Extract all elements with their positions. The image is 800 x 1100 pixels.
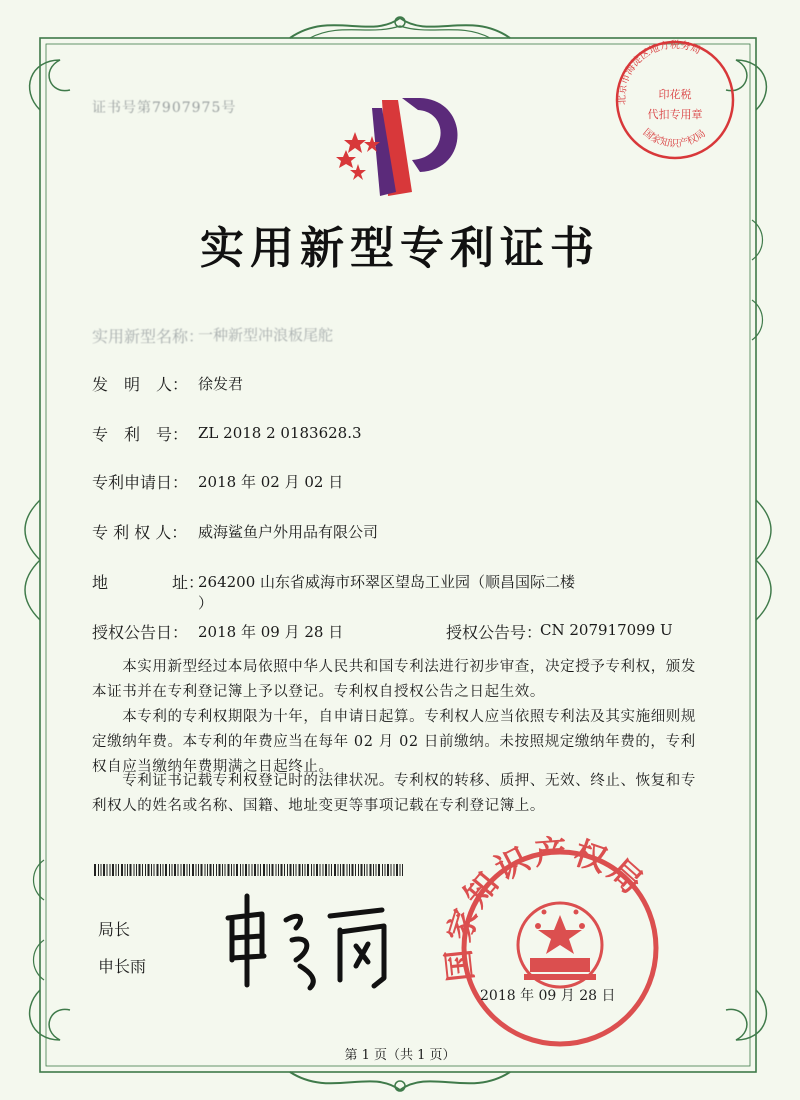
address-label-a: 地 bbox=[92, 573, 109, 592]
barcode-bar bbox=[347, 864, 348, 876]
barcode-bar bbox=[394, 864, 395, 876]
barcode-bar bbox=[358, 864, 359, 876]
barcode-bar bbox=[402, 864, 403, 876]
utility-model-name-value: 一种新型冲浪板尾舵 bbox=[198, 326, 334, 344]
address-value-line-2: ） bbox=[198, 594, 214, 612]
statement-paragraph-2: 本专利的专利权期限为十年，自申请日起算。专利权人应当依照专利法及其实施细则规定缴纳年费。本专利的年费应当在每年 02 月 02 日前缴纳。未按照规定缴纳年费的，专利权自应当缴纳年费期满之日起终止。 bbox=[92, 709, 696, 775]
barcode-bar bbox=[121, 864, 123, 876]
statement-paragraph-3: 专利证书记载专利权登记时的法律状况。专利权的转移、质押、无效、终止、恢复和专利权人的姓名或名称、国籍、地址变更等事项记载在专利登记簿上。 bbox=[92, 773, 696, 814]
barcode-bar bbox=[160, 864, 161, 876]
svg-text:国家知识产权局 bbox=[641, 126, 708, 150]
barcode-bar bbox=[290, 864, 292, 876]
utility-model-name-label: 实用新型名称： bbox=[92, 327, 205, 346]
page-footer: 第 1 页（共 1 页） bbox=[344, 1048, 456, 1063]
barcode-bar bbox=[249, 864, 250, 876]
barcode-bar bbox=[400, 864, 401, 876]
barcode-bar bbox=[349, 864, 350, 876]
barcode-bar bbox=[110, 864, 111, 876]
barcode-bar bbox=[189, 864, 190, 876]
barcode-bar bbox=[305, 864, 306, 876]
barcode-bar bbox=[329, 864, 330, 876]
barcode-bar bbox=[207, 864, 208, 876]
tax-stamp bbox=[615, 38, 733, 158]
barcode-bar bbox=[142, 864, 143, 876]
page-title: 实用新型专利证书 bbox=[200, 223, 600, 274]
barcode-bar bbox=[192, 864, 194, 876]
barcode-bar bbox=[373, 864, 374, 876]
barcode-bar bbox=[243, 864, 244, 876]
barcode-bar bbox=[331, 864, 332, 876]
barcode-bar bbox=[316, 864, 318, 876]
barcode-bar bbox=[101, 864, 102, 876]
barcode-bar bbox=[127, 864, 128, 876]
barcode-bar bbox=[370, 864, 372, 876]
barcode-bar bbox=[376, 864, 377, 876]
barcode-bar bbox=[145, 864, 146, 876]
barcode-bar bbox=[163, 864, 164, 876]
barcode-bar bbox=[201, 864, 203, 876]
barcode-bar bbox=[263, 864, 265, 876]
barcode-bar bbox=[364, 864, 365, 876]
tax-stamp-inner-1: 印花税 bbox=[658, 88, 692, 101]
grant-date-label: 授权公告日： bbox=[92, 623, 189, 642]
barcode-bar bbox=[116, 864, 117, 876]
barcode-bar bbox=[391, 864, 392, 876]
barcode-bar bbox=[240, 864, 241, 876]
barcode-bar bbox=[325, 864, 327, 876]
barcode-bar bbox=[311, 864, 312, 876]
barcode-bar bbox=[210, 864, 212, 876]
barcode-bar bbox=[245, 864, 247, 876]
patent-number-label: 专 利 号： bbox=[92, 425, 189, 444]
barcode-bar bbox=[98, 864, 99, 876]
barcode-bar bbox=[187, 864, 188, 876]
grant-number-value: CN 207917099 U bbox=[540, 621, 673, 639]
official-seal bbox=[439, 832, 656, 1044]
patent-number-value: ZL 2018 2 0183628.3 bbox=[198, 424, 362, 442]
barcode-bar bbox=[252, 864, 253, 876]
filing-date-value: 2018 年 02 月 02 日 bbox=[198, 473, 344, 491]
barcode-bar bbox=[338, 864, 339, 876]
tax-stamp-inner-2: 代扣专用章 bbox=[647, 108, 703, 121]
barcode-bar bbox=[276, 864, 277, 876]
barcode-bar bbox=[148, 864, 150, 876]
barcode-bar bbox=[307, 864, 309, 876]
tax-stamp-bottom-text: 国家知识产权局 bbox=[640, 127, 708, 150]
barcode-bar bbox=[216, 864, 217, 876]
barcode-bar bbox=[169, 864, 170, 876]
barcode-bar bbox=[125, 864, 126, 876]
barcode-bar bbox=[254, 864, 256, 876]
handwritten-signature bbox=[228, 896, 384, 988]
barcode-bar bbox=[118, 864, 119, 876]
barcode-bar bbox=[134, 864, 135, 876]
barcode-bar bbox=[355, 864, 356, 876]
grant-number-label: 授权公告号： bbox=[446, 623, 543, 642]
director-name: 申长雨 bbox=[98, 957, 147, 976]
patentee-value: 威海鲨鱼户外用品有限公司 bbox=[198, 523, 379, 541]
barcode-bar bbox=[196, 864, 197, 876]
barcode-bar bbox=[314, 864, 315, 876]
barcode-bar bbox=[361, 864, 363, 876]
filing-date-label: 专利申请日： bbox=[92, 473, 189, 492]
patent-office-logo bbox=[336, 98, 458, 196]
barcode-bar bbox=[278, 864, 279, 876]
barcode-bar bbox=[213, 864, 214, 876]
barcode-bar bbox=[260, 864, 261, 876]
barcode-bar bbox=[94, 864, 96, 876]
barcode-bar bbox=[302, 864, 303, 876]
barcode-bar bbox=[107, 864, 108, 876]
seal-date: 2018 年 09 月 28 日 bbox=[480, 988, 616, 1004]
barcode-bar bbox=[228, 864, 230, 876]
barcode-bar bbox=[165, 864, 167, 876]
address-value-line-1: 264200 山东省威海市环翠区望岛工业园（顺昌国际二楼 bbox=[198, 573, 576, 591]
barcode-bar bbox=[293, 864, 294, 876]
barcode-bar bbox=[205, 864, 206, 876]
barcode-bar bbox=[130, 864, 132, 876]
patentee-label: 专 利 权 人： bbox=[92, 523, 188, 542]
barcode-bar bbox=[385, 864, 386, 876]
barcode-bar bbox=[272, 864, 274, 876]
barcode-bar bbox=[334, 864, 336, 876]
barcode-bar bbox=[178, 864, 179, 876]
barcode-bar bbox=[234, 864, 235, 876]
barcode-bar bbox=[219, 864, 221, 876]
barcode-bar bbox=[231, 864, 232, 876]
barcode-bar bbox=[198, 864, 199, 876]
statement-paragraph-1: 本实用新型经过本局依照中华人民共和国专利法进行初步审查，决定授予专利权，颁发本证书并在专利登记簿上予以登记。专利权自授权公告之日起生效。 bbox=[92, 659, 696, 700]
barcode-bar bbox=[378, 864, 380, 876]
barcode-bar bbox=[340, 864, 341, 876]
barcode-bar bbox=[382, 864, 383, 876]
barcode-bar bbox=[343, 864, 345, 876]
inventor-value: 徐发君 bbox=[198, 375, 244, 393]
tax-stamp-outer-text: 北京市海淀区地方税务局 bbox=[616, 39, 703, 106]
barcode-bar bbox=[103, 864, 105, 876]
barcode-bar bbox=[136, 864, 137, 876]
barcode-bar bbox=[267, 864, 268, 876]
barcode-bar bbox=[323, 864, 324, 876]
barcode-bar bbox=[258, 864, 259, 876]
certificate-number: 证书号第7907975号 bbox=[92, 100, 237, 116]
barcode-bar bbox=[225, 864, 226, 876]
barcode-bar bbox=[281, 864, 283, 876]
barcode-bar bbox=[112, 864, 114, 876]
barcode-bar bbox=[396, 864, 398, 876]
barcode-bar bbox=[151, 864, 152, 876]
barcode-bar bbox=[174, 864, 176, 876]
barcode bbox=[94, 864, 403, 876]
seal-text: 国家知识产权局 bbox=[438, 831, 654, 984]
barcode-bar bbox=[154, 864, 155, 876]
barcode-bar bbox=[284, 864, 285, 876]
barcode-bar bbox=[181, 864, 182, 876]
barcode-bar bbox=[367, 864, 368, 876]
barcode-bar bbox=[172, 864, 173, 876]
inventor-label: 发 明 人： bbox=[92, 375, 189, 394]
barcode-bar bbox=[236, 864, 238, 876]
director-title: 局长 bbox=[98, 920, 131, 939]
grant-date-value: 2018 年 09 月 28 日 bbox=[198, 623, 344, 641]
barcode-bar bbox=[387, 864, 389, 876]
barcode-bar bbox=[183, 864, 185, 876]
barcode-bar bbox=[157, 864, 159, 876]
barcode-bar bbox=[222, 864, 223, 876]
barcode-bar bbox=[269, 864, 270, 876]
barcode-bar bbox=[287, 864, 288, 876]
barcode-bar bbox=[352, 864, 354, 876]
barcode-bar bbox=[296, 864, 297, 876]
address-label-b: 址： bbox=[172, 573, 205, 592]
barcode-bar bbox=[299, 864, 301, 876]
barcode-bar bbox=[139, 864, 141, 876]
barcode-bar bbox=[320, 864, 321, 876]
